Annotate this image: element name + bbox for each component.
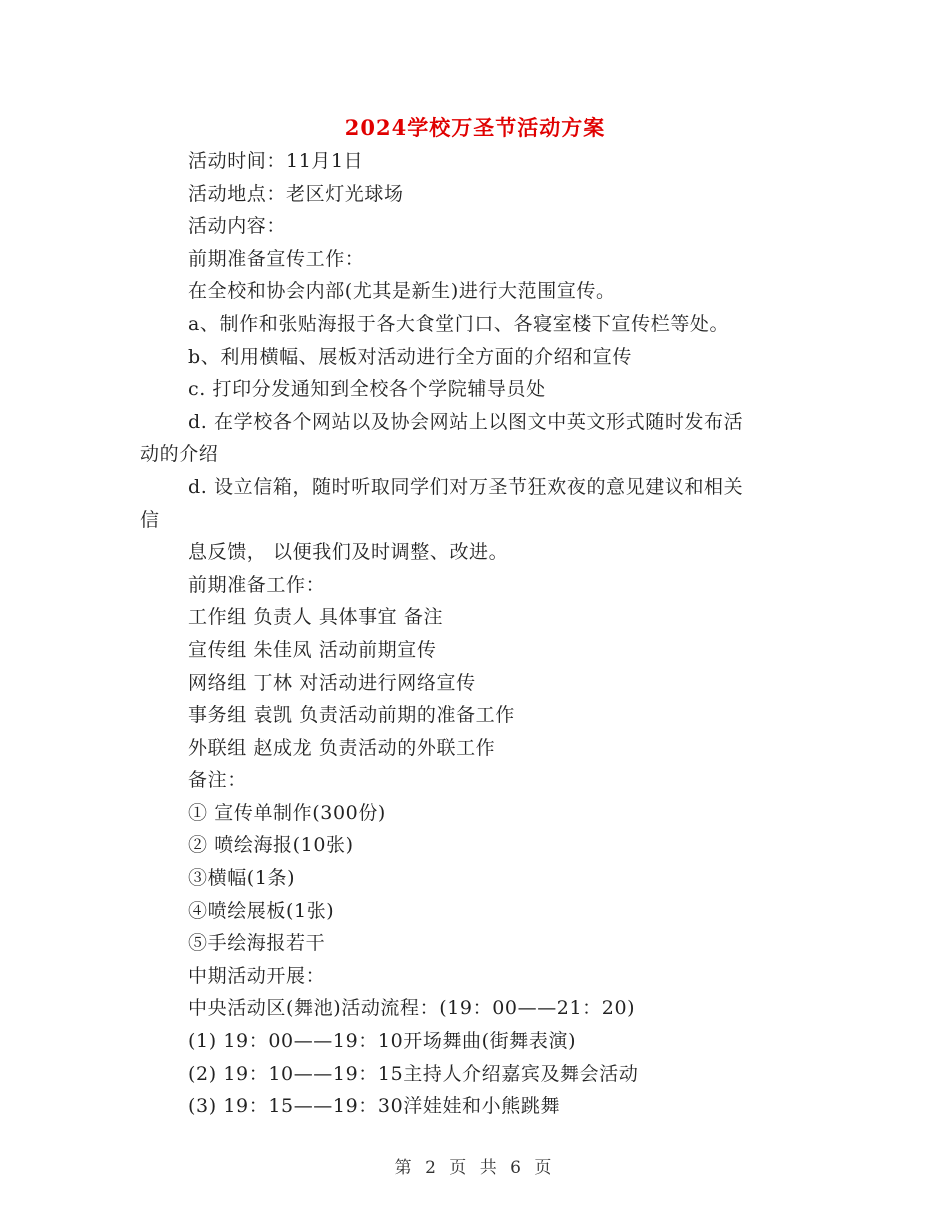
note-item: ② 喷绘海报(10张) [188, 834, 354, 857]
activity-content-heading: 活动内容： [188, 215, 287, 238]
promotion-heading: 前期准备宣传工作： [188, 247, 365, 270]
list-item: a、制作和张贴海报于各大食堂门口、各寝室楼下宣传栏等处。 [188, 312, 730, 335]
list-item-continuation: 动的介绍 [140, 443, 219, 466]
notes-heading: 备注： [188, 769, 247, 792]
activity-location: 活动地点：老区灯光球场 [188, 182, 404, 205]
table-row: 事务组 袁凯 负责活动前期的准备工作 [188, 704, 515, 727]
midterm-heading: 中期活动开展： [188, 964, 326, 987]
table-header-row: 工作组 负责人 具体事宜 备注 [188, 606, 444, 629]
table-row: 外联组 赵成龙 负责活动的外联工作 [188, 736, 496, 759]
note-item: ⑤手绘海报若干 [188, 932, 326, 955]
paragraph-line: 在全校和协会内部(尤其是新生)进行大范围宣传。 [188, 280, 616, 303]
schedule-item: (1) 19：00——19：10开场舞曲(街舞表演) [188, 1030, 577, 1053]
list-item-continuation: 信 [140, 508, 160, 531]
note-item: ④喷绘展板(1张) [188, 899, 335, 922]
document-title: 2024学校万圣节活动方案 [344, 115, 606, 140]
list-item: c. 打印分发通知到全校各个学院辅导员处 [188, 378, 546, 401]
schedule-item: (2) 19：10——19：15主持人介绍嘉宾及舞会活动 [188, 1062, 639, 1085]
document-body [140, 145, 820, 1123]
schedule-item: (3) 19：15——19：30洋娃娃和小熊跳舞 [188, 1095, 561, 1118]
page-footer: 第 2 页 共 6 页 [394, 1158, 556, 1178]
list-item: b、利用横幅、展板对活动进行全方面的介绍和宣传 [188, 345, 632, 368]
table-row: 网络组 丁林 对活动进行网络宣传 [188, 671, 476, 694]
list-item: d. 设立信箱，随时听取同学们对万圣节狂欢夜的意见建议和相关 [188, 475, 744, 498]
note-item: ③横幅(1条) [188, 867, 296, 890]
list-item: d. 在学校各个网站以及协会网站上以图文中英文形式随时发布活 [188, 410, 744, 433]
paragraph-line: 息反馈， 以便我们及时调整、改进。 [188, 541, 509, 564]
schedule-heading: 中央活动区(舞池)活动流程：(19：00——21：20) [188, 997, 636, 1020]
preparation-heading: 前期准备工作： [188, 573, 326, 596]
table-row: 宣传组 朱佳凤 活动前期宣传 [188, 638, 437, 661]
activity-time: 活动时间：11月1日 [188, 150, 364, 172]
note-item: ① 宣传单制作(300份) [188, 801, 386, 824]
